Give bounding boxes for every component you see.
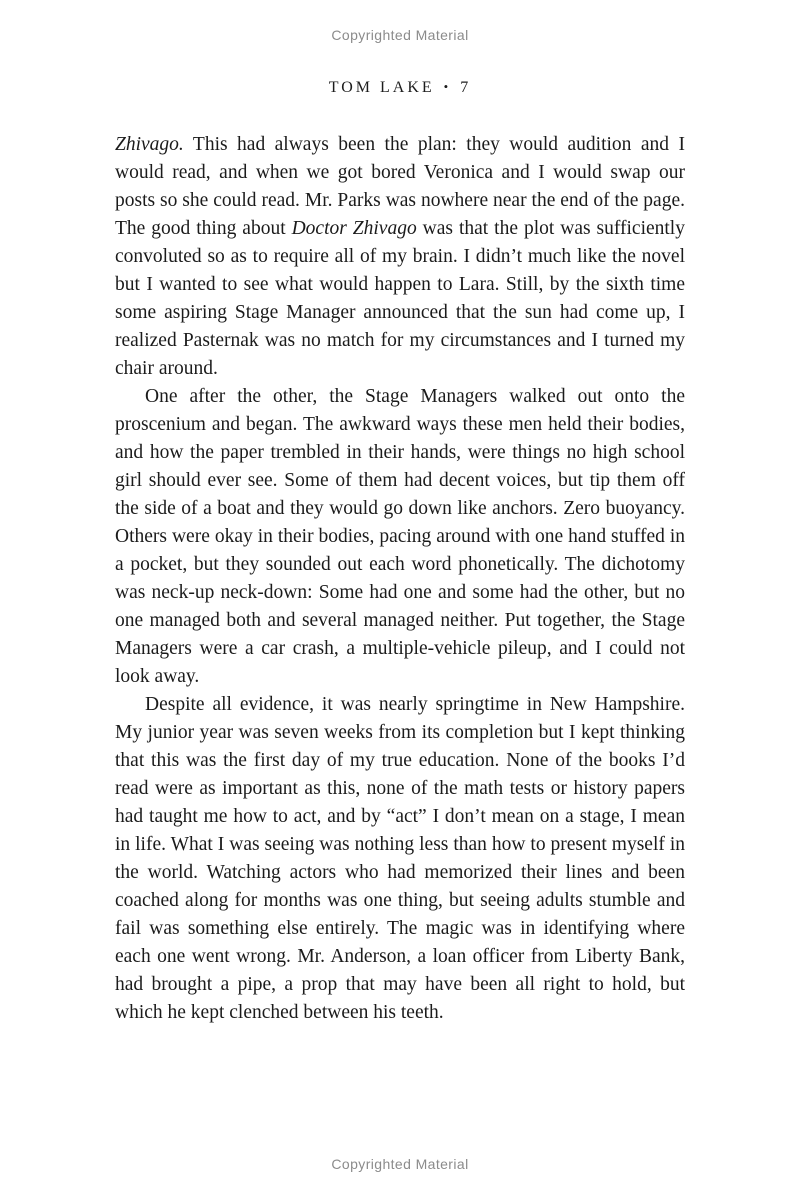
text-segment: One after the other, the Stage Managers walked out onto the proscenium and began. The awkward ways these men held their bodies, and how the paper trembled in their hands, were things no high school girl should ever see. Some of them had decent voices, but tip them off the side of a boat and they would go down like anchors. Zero buoyancy. Others were okay in their bodies, pacing around with one hand stuffed in a pocket, but they sounded out each word phonetically. The dichotomy was neck-up neck-down: Some had one and some had the other, but no one managed both and several managed neither. Put together, the Stage Managers were a car crash, a multiple-vehicle pileup, and I could not look away. (115, 386, 685, 687)
paragraph (115, 383, 685, 691)
page-body (115, 131, 685, 1027)
book-title: TOM LAKE (328, 79, 435, 96)
separator-dot: • (443, 79, 452, 94)
italic-text-segment: Zhivago. (115, 134, 184, 155)
text-segment: This had always been the plan: they would audition and I would read, and when we got bored Veronica and I would swap our posts so she could read. Mr. Parks was nowhere near the end of the page. The good thing about (115, 134, 685, 239)
paragraph (115, 691, 685, 1027)
paragraph (115, 131, 685, 383)
page-number: 7 (460, 79, 472, 96)
running-head (0, 79, 800, 97)
copyright-notice-bottom: Copyrighted Material (331, 1156, 469, 1172)
text-segment: was that the plot was sufficiently convoluted so as to require all of my brain. I didn’t much like the novel but I wanted to see what would happen to Lara. Still, by the sixth time some aspiring Stage Manager announced that the sun had come up, I realized Pasternak was no match for my circumstances and I turned my chair around. (115, 218, 685, 379)
italic-text-segment: Doctor Zhivago (291, 218, 417, 239)
copyright-notice-top: Copyrighted Material (331, 27, 469, 43)
text-segment: Despite all evidence, it was nearly springtime in New Hampshire. My junior year was seven weeks from its completion but I kept thinking that this was the first day of my true education. None of the books I’d read were as important as this, none of the math tests or history papers had taught me how to act, and by “act” I don’t mean on a stage, I mean in life. What I was seeing was nothing less than how to present myself in the world. Watching actors who had memorized their lines and been coached along for months was one thing, but seeing adults stumble and fail was something else entirely. The magic was in identifying where each one went wrong. Mr. Anderson, a loan officer from Liberty Bank, had brought a pipe, a prop that may have been all right to hold, but which he kept clenched between his teeth. (115, 694, 685, 1023)
